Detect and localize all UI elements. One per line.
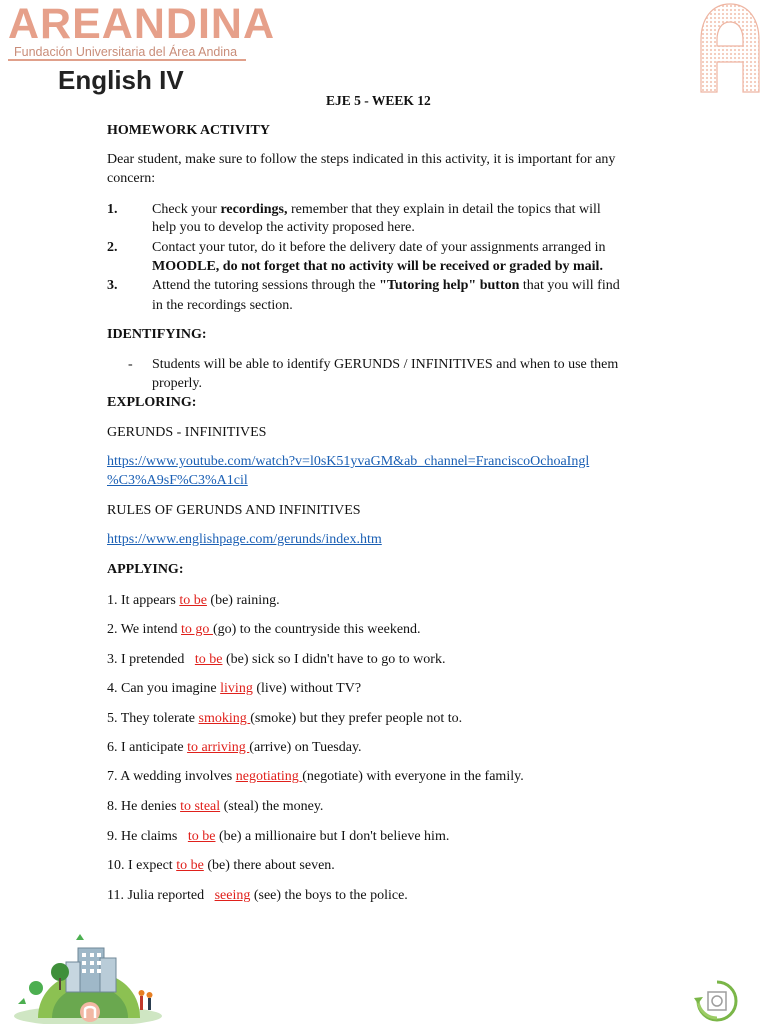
answer: to steal bbox=[180, 799, 221, 814]
answer: to be bbox=[176, 858, 204, 873]
answer: to be bbox=[179, 593, 207, 608]
applying-heading: APPLYING: bbox=[107, 562, 184, 577]
answer: to be bbox=[194, 652, 223, 667]
step-3-line-2: in the recordings section. bbox=[152, 298, 293, 313]
brand-logo-text: AREANDINA bbox=[8, 0, 275, 48]
bullet-dash: - bbox=[128, 357, 133, 372]
step-number: 2. bbox=[107, 240, 118, 255]
exercise-item-5: 5. They tolerate smoking (smoke) but they prefer people not to. bbox=[107, 711, 463, 726]
answer: negotiating bbox=[235, 769, 303, 784]
exercise-item-10: 10. I expect to be (be) there about seven. bbox=[107, 858, 335, 873]
answer: living bbox=[220, 681, 253, 696]
youtube-link-line-2[interactable]: %C3%A9sF%C3%A1cil bbox=[107, 473, 248, 488]
topic-rules: RULES OF GERUNDS AND INFINITIVES bbox=[107, 503, 361, 518]
eco-city-illustration-icon bbox=[8, 928, 168, 1029]
answer: to be bbox=[187, 829, 216, 844]
areandina-a-icon bbox=[697, 0, 763, 101]
answer: to go bbox=[181, 622, 213, 637]
step-1-line-2: help you to develop the activity proposed here. bbox=[152, 220, 415, 235]
identifying-line-2: properly. bbox=[152, 376, 203, 391]
step-2-line-2: MOODLE, do not forget that no activity will be received or graded by mail. bbox=[152, 259, 603, 274]
exercise-item-11: 11. Julia reported seeing (see) the boys to the police. bbox=[107, 888, 408, 903]
step-1-line-1: Check your recordings, remember that they explain in detail the topics that will bbox=[152, 202, 601, 217]
identifying-heading: IDENTIFYING: bbox=[107, 327, 207, 342]
exercise-item-2: 2. We intend to go (go) to the countryside this weekend. bbox=[107, 622, 421, 637]
step-2-line-1: Contact your tutor, do it before the delivery date of your assignments arranged in bbox=[152, 240, 606, 255]
exercise-item-9: 9. He claims to be (be) a millionaire but I don't believe him. bbox=[107, 829, 450, 844]
exercise-item-8: 8. He denies to steal (steal) the money. bbox=[107, 799, 324, 814]
exercise-item-3: 3. I pretended to be (be) sick so I didn't have to go to work. bbox=[107, 652, 446, 667]
answer: smoking bbox=[198, 711, 251, 726]
exercise-item-6: 6. I anticipate to arriving (arrive) on Tuesday. bbox=[107, 740, 362, 755]
exercise-item-1: 1. It appears to be (be) raining. bbox=[107, 593, 280, 608]
recycle-badge-icon bbox=[690, 978, 744, 1027]
homework-heading: HOMEWORK ACTIVITY bbox=[107, 123, 270, 138]
brand-subtitle: Fundación Universitaria del Área Andina bbox=[14, 45, 238, 59]
englishpage-link[interactable]: https://www.englishpage.com/gerunds/index.htm bbox=[107, 532, 382, 547]
course-title: English IV bbox=[58, 65, 184, 95]
answer: to arriving bbox=[187, 740, 250, 755]
youtube-link-line-1[interactable]: https://www.youtube.com/watch?v=l0sK51yvaGM&ab_channel=FranciscoOchoaIngl bbox=[107, 454, 590, 469]
page-title: EJE 5 - WEEK 12 bbox=[326, 93, 431, 108]
exercise-item-7: 7. A wedding involves negotiating (negotiate) with everyone in the family. bbox=[107, 769, 524, 784]
intro-line-1: Dear student, make sure to follow the steps indicated in this activity, it is important for any bbox=[107, 152, 616, 167]
intro-line-2: concern: bbox=[107, 171, 156, 186]
exploring-heading: EXPLORING: bbox=[107, 395, 197, 410]
exercise-item-4: 4. Can you imagine living (live) without TV? bbox=[107, 681, 362, 696]
step-3-line-1: Attend the tutoring sessions through the "Tutoring help" button that you will find bbox=[152, 278, 620, 293]
brand-divider bbox=[8, 59, 246, 61]
step-number: 1. bbox=[107, 202, 118, 217]
step-number: 3. bbox=[107, 278, 118, 293]
identifying-line-1: Students will be able to identify GERUNDS / INFINITIVES and when to use them bbox=[152, 357, 619, 372]
answer: seeing bbox=[214, 888, 251, 903]
topic-gerunds-infinitives: GERUNDS - INFINITIVES bbox=[107, 425, 267, 440]
